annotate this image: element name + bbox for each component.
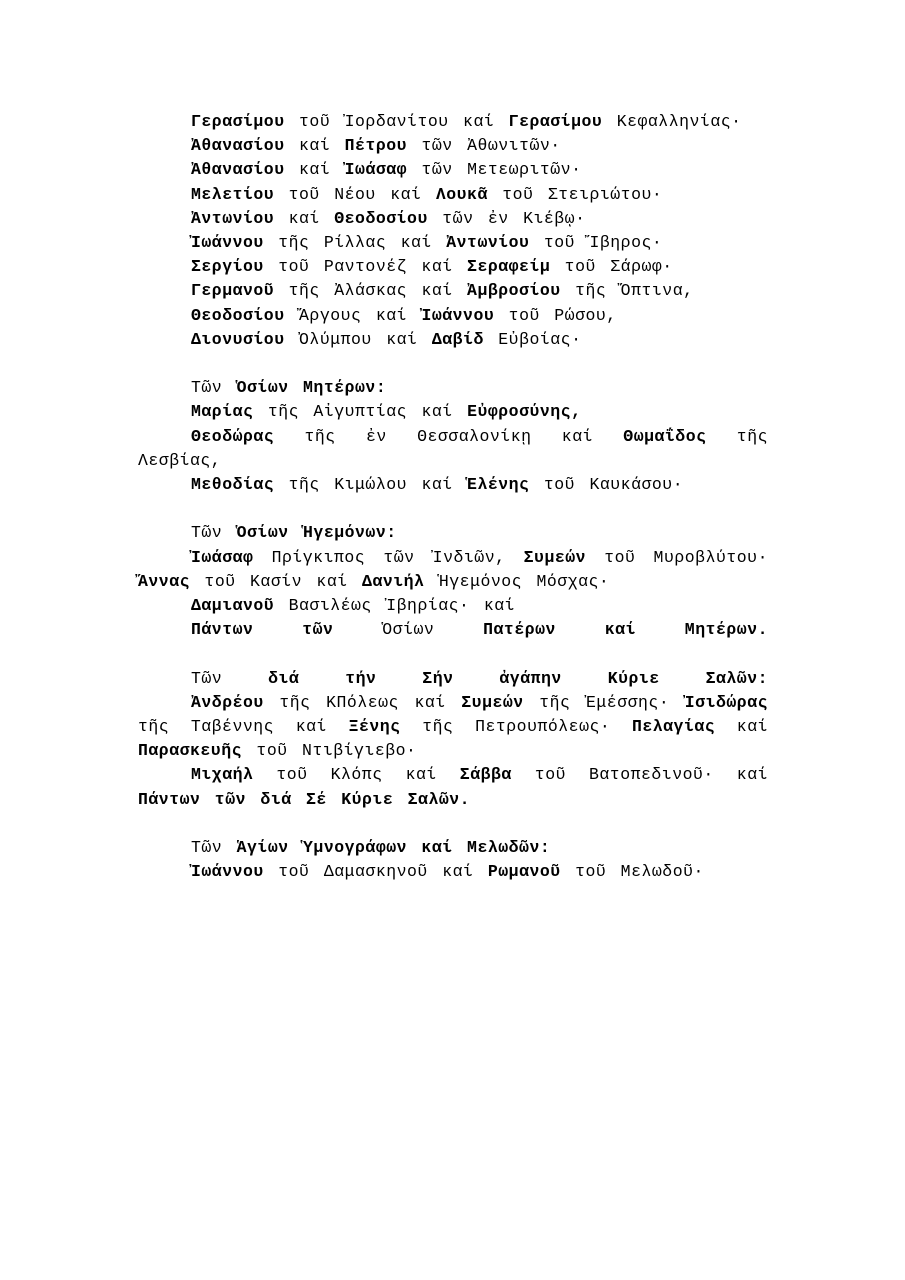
section-heading <box>138 667 768 691</box>
text-run: τοῦ Βατοπεδινοῦ· καί <box>511 765 769 785</box>
bold-name: Πατέρων καί Μητέρων. <box>434 620 769 640</box>
bold-name: Ὁσίων Ἡγεμόνων: <box>236 523 397 543</box>
paragraph <box>138 158 768 182</box>
text-body <box>138 110 768 884</box>
bold-name: Μελετίου <box>191 184 275 204</box>
bold-name: Γερασίμου <box>191 112 285 131</box>
bold-name: Δαβίδ <box>431 329 484 349</box>
bold-name: Ρωμανοῦ <box>487 862 561 882</box>
text-run: τῶν Ἀθωνιτῶν· <box>407 136 561 156</box>
bold-name: Δαμιανοῦ <box>191 596 275 616</box>
text-run: Ὁσίων <box>382 620 435 640</box>
bold-name: Ἀντωνίου <box>446 233 530 253</box>
text-run: τῆς Αἰγυπτίας καί <box>253 402 468 422</box>
text-run: Τῶν <box>191 668 269 688</box>
text-run: τοῦ Ραντονέζ καί <box>263 257 468 277</box>
text-run: καί <box>284 136 345 156</box>
paragraph <box>138 110 768 134</box>
bold-name: Πελαγίας <box>631 717 716 737</box>
bold-name: Ἰωάσαφ <box>344 160 408 180</box>
text-run: τοῦ Καυκάσου· <box>529 475 684 495</box>
text-run: τοῦ Ντιβίγιεβο· <box>242 741 417 761</box>
bold-name: Σεραφείμ <box>467 257 551 277</box>
text-run: τῆς Ταβέννης καί <box>138 717 349 737</box>
text-run: Ὀλύμπου καί <box>284 329 432 349</box>
bold-name: Ἀνδρέου <box>191 692 264 712</box>
bold-name: Θεοδοσίου <box>191 305 285 325</box>
text-run: Τῶν <box>191 523 237 543</box>
bold-name: Εὐφροσύνης, <box>467 402 582 422</box>
paragraph <box>138 231 768 255</box>
text-run: τοῦ Στειριώτου· <box>487 184 663 204</box>
text-run: καί <box>715 717 769 737</box>
paragraph <box>138 594 768 618</box>
paragraph <box>138 425 768 473</box>
bold-name: Παρασκευῆς <box>138 741 243 761</box>
text-run: Ἡγεμόνος Μόσχας· <box>424 571 610 591</box>
bold-name: Ἰωάννου <box>191 233 264 253</box>
bold-name: Θεοδώρας <box>191 426 275 446</box>
bold-name: Ἀθανασίου <box>191 136 285 156</box>
bold-name: Διονυσίου <box>191 329 285 349</box>
text-run: τῆς Ρίλλας καί <box>263 233 447 253</box>
paragraph <box>138 400 768 424</box>
text-run: τοῦ Σάρωφ· <box>550 257 673 277</box>
bold-name: Πάντων τῶν <box>191 620 383 640</box>
text-run: τοῦ Μυροβλύτου· <box>586 547 768 567</box>
paragraph <box>138 207 768 231</box>
bold-name: Σάββα <box>459 765 512 785</box>
text-run: καί <box>274 208 335 228</box>
paragraph <box>138 618 768 642</box>
bold-name: Ἀμβροσίου <box>467 281 561 301</box>
paragraph <box>138 860 768 884</box>
bold-name: Σεργίου <box>191 257 264 277</box>
text-run: τοῦ Κλόπς καί <box>253 765 460 785</box>
text-run: Ἄργους καί <box>284 305 422 325</box>
text-run: τῆς Πετρουπόλεως· <box>400 717 632 737</box>
bold-name: Πάντων τῶν διά Σέ Κύριε Σαλῶν. <box>138 789 471 809</box>
text-run: τῆς Κιμώλου καί <box>274 475 468 495</box>
text-run: τῆς Ὄπτινα, <box>560 281 694 301</box>
bold-name: Ξένης <box>348 717 401 737</box>
bold-name: Ἑλένης <box>467 475 530 495</box>
text-run: τῶν Μετεωριτῶν· <box>407 160 582 180</box>
bold-name: Μεθοδίας <box>191 475 275 495</box>
text-run: Βασιλέως Ἰβηρίας· καί <box>274 596 516 616</box>
text-run: Πρίγκιπος τῶν Ἰνδιῶν, <box>253 547 524 567</box>
bold-name: Συμεών <box>523 547 587 567</box>
bold-name: Μιχαήλ <box>191 765 254 785</box>
bold-name: διά τήν Σήν ἀγάπην Κύριε Σαλῶν: <box>268 668 769 688</box>
paragraph <box>138 134 768 158</box>
bold-name: Θωμαΐδος <box>623 426 707 446</box>
bold-name: Δανιήλ <box>362 571 425 591</box>
bold-name: Ἀθανασίου <box>191 160 285 180</box>
text-run: τοῦ Νέου καί <box>274 184 436 204</box>
bold-name: Λουκᾶ <box>435 184 488 204</box>
text-run: Τῶν <box>191 378 237 398</box>
bold-name: Ἰωάννου <box>191 862 264 882</box>
paragraph <box>138 546 768 594</box>
paragraph <box>138 183 768 207</box>
bold-name: Ἰωάννου <box>421 305 495 325</box>
paragraph <box>138 473 768 497</box>
text-run: τῆς ἐν Θεσσαλονίκῃ καί <box>274 426 624 446</box>
text-run: Τῶν <box>191 838 237 858</box>
bold-name: Πέτρου <box>344 136 408 156</box>
text-run: καί <box>284 160 345 180</box>
text-run: τοῦ Ἰορδανίτου καί <box>284 112 509 131</box>
bold-name: Ἄννας <box>138 571 191 591</box>
bold-name: Ἰσιδώρας <box>684 692 768 712</box>
bold-name: Μαρίας <box>191 402 254 422</box>
text-run: τῆς ΚΠόλεως καί <box>263 692 462 712</box>
bold-name: Συμεών <box>461 692 524 712</box>
section-heading <box>138 376 768 400</box>
paragraph <box>138 279 768 303</box>
paragraph <box>138 255 768 279</box>
text-run: Εὐβοίας· <box>483 329 582 349</box>
bold-name: Θεοδοσίου <box>334 208 428 228</box>
bold-name: Ἰωάσαφ <box>191 547 254 567</box>
bold-name: Γερμανοῦ <box>191 281 275 301</box>
text-run: τοῦ Ρώσου, <box>494 305 617 325</box>
bold-name: Ἀντωνίου <box>191 208 275 228</box>
text-run: τοῦ Δαμασκηνοῦ καί <box>263 862 488 882</box>
paragraph <box>138 691 768 764</box>
text-run: τῆς Λεσβίας, <box>138 426 769 470</box>
paragraph <box>138 763 768 811</box>
section-heading <box>138 521 768 545</box>
text-run: τοῦ Κασίν καί <box>190 571 363 591</box>
text-run: τῶν ἐν Κιέβῳ· <box>427 208 586 228</box>
text-run: τῆς Ἀλάσκας καί <box>274 281 468 301</box>
bold-name: Ἁγίων Ὑμνογράφων καί Μελωδῶν: <box>236 838 551 858</box>
text-run: τῆς Ἐμέσσης· <box>523 692 685 712</box>
paragraph <box>138 304 768 328</box>
section-heading <box>138 836 768 860</box>
text-run: τοῦ Ἴβηρος· <box>529 233 663 253</box>
text-run: τοῦ Μελωδοῦ· <box>560 862 704 882</box>
bold-name: Ὁσίων Μητέρων: <box>236 378 387 398</box>
paragraph <box>138 328 768 352</box>
bold-name: Γερασίμου <box>508 112 603 131</box>
text-run: Κεφαλληνίας· <box>602 112 742 131</box>
